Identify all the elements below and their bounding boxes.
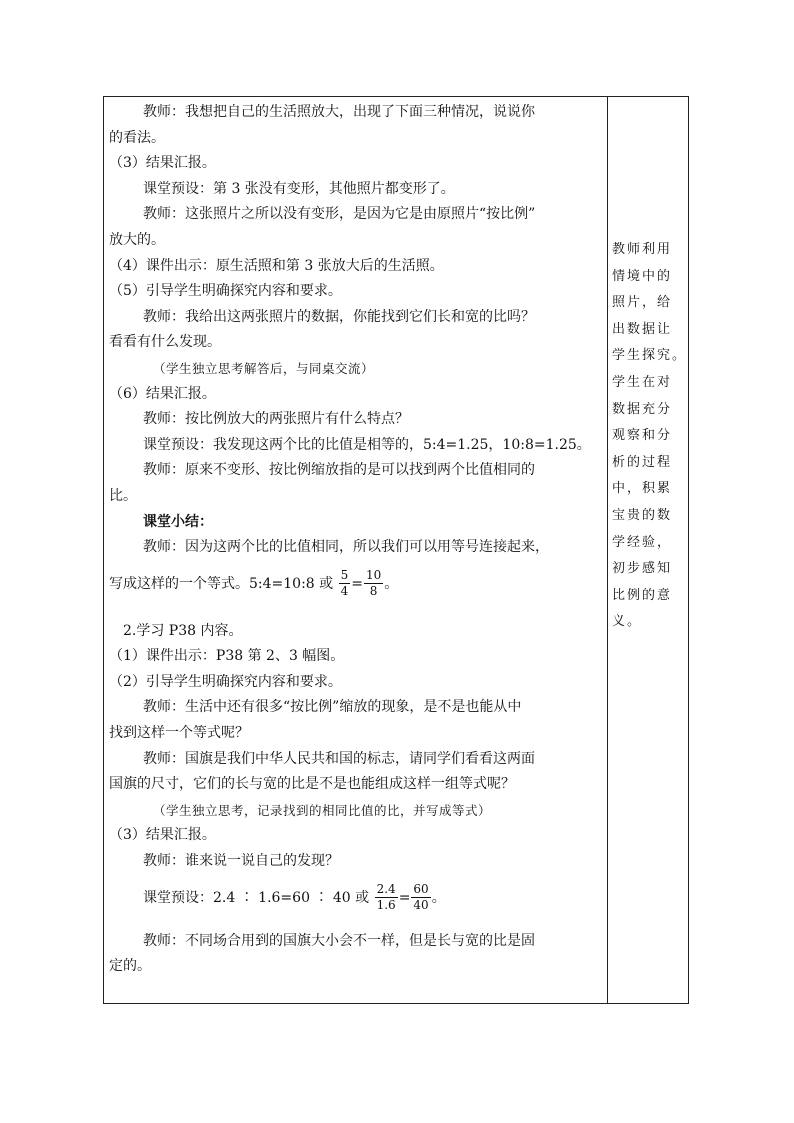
student-activity-note: （学生独立思考，记录找到的相同比值的比，并写成等式） bbox=[153, 802, 492, 818]
step-heading: （5）引导学生明确探究内容和要求。 bbox=[109, 283, 342, 300]
paragraph-line: 比。 bbox=[109, 487, 137, 504]
student-activity-note: （学生独立思考解答后，与同桌交流） bbox=[153, 360, 375, 376]
paragraph-line: 教师：这张照片之所以没有变形，是因为它是由原照片“按比例” bbox=[143, 206, 536, 223]
fraction-denominator: 40 bbox=[413, 898, 429, 913]
side-note-line: 观察和分 bbox=[612, 428, 673, 444]
fraction bbox=[375, 882, 398, 913]
fraction-denominator: 8 bbox=[369, 584, 378, 599]
paragraph-line: 教师：原来不变形、按比例缩放指的是可以找到两个比值相同的 bbox=[143, 462, 535, 479]
paragraph-line: 定的。 bbox=[109, 958, 151, 975]
design-intent-column bbox=[612, 237, 688, 636]
side-note-line: 照片，给 bbox=[612, 295, 673, 311]
side-note-line: 情境中的 bbox=[612, 268, 673, 284]
step-heading: （2）引导学生明确探究内容和要求。 bbox=[109, 673, 342, 690]
fraction-denominator: 1.6 bbox=[376, 898, 396, 913]
paragraph-line: 教师：因为这两个比的比值相同，所以我们可以用等号连接起来， bbox=[143, 539, 549, 556]
equation-end: 。 bbox=[384, 575, 399, 592]
side-note-line: 学生在对 bbox=[612, 374, 673, 390]
fraction-numerator: 5 bbox=[340, 568, 349, 583]
column-divider bbox=[607, 97, 608, 1003]
side-note-line: 比例的意 bbox=[612, 587, 673, 603]
step-heading: （6）结果汇报。 bbox=[109, 385, 216, 402]
paragraph-line: 课堂预设：我发现这两个比的比值是相等的，5:4=1.25，10:8=1.25。 bbox=[143, 436, 591, 453]
summary-heading: 课堂小结： bbox=[143, 513, 213, 530]
lesson-table bbox=[103, 96, 689, 1004]
side-note-line: 宝贵的数 bbox=[612, 507, 673, 523]
step-heading: （3）结果汇报。 bbox=[109, 155, 216, 172]
fraction-numerator: 2.4 bbox=[376, 882, 396, 897]
step-heading: （4）课件出示：原生活照和第 3 张放大后的生活照。 bbox=[109, 257, 444, 274]
side-note-line: 学经验， bbox=[612, 534, 673, 550]
fraction bbox=[364, 568, 383, 599]
paragraph-line: 教师：不同场合用到的国旗大小会不一样，但是长与宽的比是固 bbox=[143, 932, 535, 949]
step-heading: （3）结果汇报。 bbox=[109, 827, 216, 844]
side-note-line: 义。 bbox=[612, 614, 643, 630]
main-column bbox=[109, 100, 603, 980]
paragraph-line: 教师：生活中还有很多“按比例”缩放的现象，是不是也能从中 bbox=[143, 699, 522, 716]
paragraph-line: 国旗的尺寸，它们的长与宽的比是不是也能组成这样一组等式呢？ bbox=[109, 776, 515, 793]
step-heading: （1）课件出示：P38 第 2、3 幅图。 bbox=[109, 648, 345, 665]
side-note-line: 数据充分 bbox=[612, 401, 673, 417]
paragraph-line: 教师：国旗是我们中华人民共和国的标志，请同学们看看这两面 bbox=[143, 750, 535, 767]
section-heading: 2.学习 P38 内容。 bbox=[123, 622, 243, 639]
equation-text: 写成这样的一个等式。5:4=10:8 或 bbox=[109, 575, 334, 592]
equation-text: 课堂预设：2.4 ∶ 1.6=60 ∶ 40 或 bbox=[143, 889, 370, 906]
equation-line: 课堂预设：2.4 ∶ 1.6=60 ∶ 40 或 $\frac{2.4}{1.6}$ = $\frac{60}{40}$ 。 bbox=[143, 882, 446, 913]
side-note-line: 初步感知 bbox=[612, 561, 673, 577]
paragraph-line: 教师：我给出这两张照片的数据，你能找到它们长和宽的比吗？ bbox=[143, 308, 535, 325]
side-note-line: 中，积累 bbox=[612, 481, 673, 497]
side-note-line: 教师利用 bbox=[612, 242, 673, 257]
fraction bbox=[411, 882, 430, 913]
side-note-line: 出数据让 bbox=[612, 321, 673, 337]
side-note-line: 析的过程 bbox=[612, 454, 673, 470]
fraction-denominator: 4 bbox=[340, 584, 349, 599]
fraction-numerator: 10 bbox=[365, 568, 382, 583]
equation-end: 。 bbox=[431, 889, 446, 906]
paragraph-line: 教师：谁来说一说自己的发现？ bbox=[143, 853, 339, 870]
paragraph-line: 看看有什么发现。 bbox=[109, 334, 221, 351]
paragraph-line: 放大的。 bbox=[109, 231, 165, 248]
equation-line: 写成这样的一个等式。5:4=10:8 或 $\frac{5}{4}$ = $\frac{10}{8}$ 。 bbox=[109, 568, 399, 599]
fraction-numerator: 60 bbox=[413, 882, 429, 897]
fraction bbox=[339, 568, 351, 599]
paragraph-line: 教师：我想把自己的生活照放大，出现了下面三种情况，说说你 bbox=[143, 104, 535, 120]
paragraph-line: 课堂预设：第 3 张没有变形，其他照片都变形了。 bbox=[143, 180, 455, 197]
paragraph-line: 的看法。 bbox=[109, 129, 165, 146]
paragraph-line: 找到这样一个等式呢？ bbox=[109, 725, 249, 742]
paragraph-line: 教师：按比例放大的两张照片有什么特点？ bbox=[143, 411, 409, 428]
side-note-line: 学生探究。 bbox=[612, 348, 688, 364]
